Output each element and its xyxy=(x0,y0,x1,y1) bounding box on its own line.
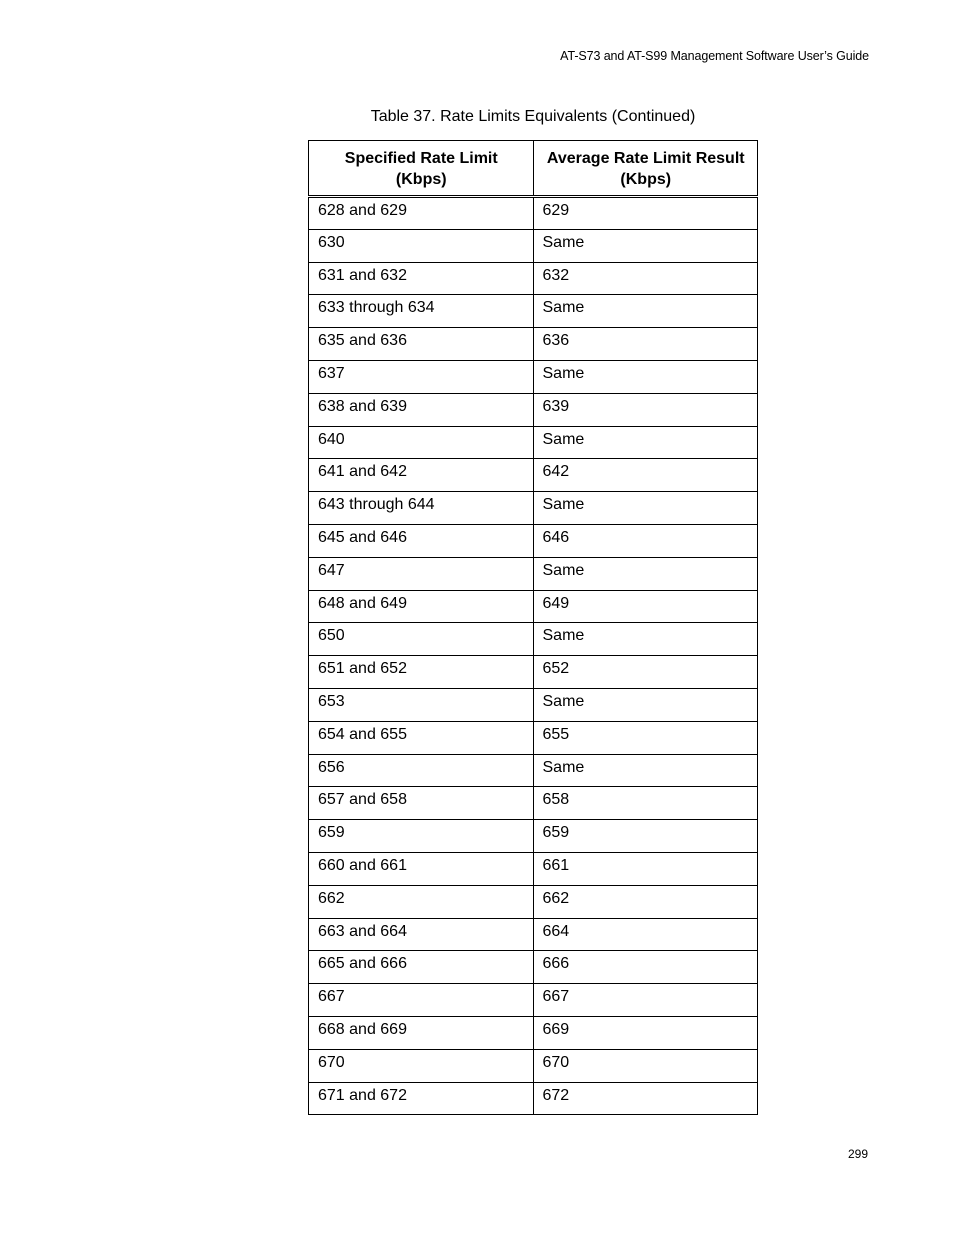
specified-rate-limit-cell: 659 xyxy=(309,820,534,853)
average-rate-limit-result-cell: 636 xyxy=(533,328,758,361)
specified-rate-limit-cell: 628 and 629 xyxy=(309,197,534,230)
running-header: AT-S73 and AT-S99 Management Software User’s Guide xyxy=(560,49,869,63)
average-rate-limit-result-cell: 629 xyxy=(533,197,758,230)
average-rate-limit-result-cell: 642 xyxy=(533,459,758,492)
average-rate-limit-result-cell: 658 xyxy=(533,787,758,820)
average-rate-limit-result-cell: 639 xyxy=(533,393,758,426)
column-header-average-rate-limit-result: Average Rate Limit Result (Kbps) xyxy=(533,141,758,197)
average-rate-limit-result-cell: Same xyxy=(533,754,758,787)
specified-rate-limit-cell: 635 and 636 xyxy=(309,328,534,361)
average-rate-limit-result-cell: 666 xyxy=(533,951,758,984)
average-rate-limit-result-cell: 661 xyxy=(533,852,758,885)
table-row xyxy=(309,984,758,1017)
table-row xyxy=(309,459,758,492)
specified-rate-limit-cell: 663 and 664 xyxy=(309,918,534,951)
table-row xyxy=(309,557,758,590)
table-row xyxy=(309,885,758,918)
specified-rate-limit-cell: 654 and 655 xyxy=(309,721,534,754)
specified-rate-limit-cell: 651 and 652 xyxy=(309,656,534,689)
table-row xyxy=(309,262,758,295)
table-row xyxy=(309,328,758,361)
specified-rate-limit-cell: 643 through 644 xyxy=(309,492,534,525)
average-rate-limit-result-cell: 659 xyxy=(533,820,758,853)
specified-rate-limit-cell: 657 and 658 xyxy=(309,787,534,820)
average-rate-limit-result-cell: Same xyxy=(533,557,758,590)
table-row xyxy=(309,492,758,525)
average-rate-limit-result-cell: 649 xyxy=(533,590,758,623)
specified-rate-limit-cell: 647 xyxy=(309,557,534,590)
page-number: 299 xyxy=(847,1147,868,1161)
specified-rate-limit-cell: 633 through 634 xyxy=(309,295,534,328)
table-row xyxy=(309,951,758,984)
average-rate-limit-result-cell: Same xyxy=(533,229,758,262)
specified-rate-limit-cell: 638 and 639 xyxy=(309,393,534,426)
table-row xyxy=(309,590,758,623)
specified-rate-limit-cell: 648 and 649 xyxy=(309,590,534,623)
table-row xyxy=(309,1049,758,1082)
table-row xyxy=(309,754,758,787)
table-caption: Table 37. Rate Limits Equivalents (Continued) xyxy=(370,108,696,125)
average-rate-limit-result-cell: 662 xyxy=(533,885,758,918)
table-row xyxy=(309,295,758,328)
average-rate-limit-result-cell: 669 xyxy=(533,1016,758,1049)
average-rate-limit-result-cell: Same xyxy=(533,360,758,393)
specified-rate-limit-cell: 662 xyxy=(309,885,534,918)
average-rate-limit-result-cell: 664 xyxy=(533,918,758,951)
specified-rate-limit-cell: 670 xyxy=(309,1049,534,1082)
average-rate-limit-result-cell: 655 xyxy=(533,721,758,754)
table-row xyxy=(309,918,758,951)
table-row xyxy=(309,197,758,230)
specified-rate-limit-cell: 656 xyxy=(309,754,534,787)
table-body xyxy=(309,197,758,1115)
specified-rate-limit-cell: 645 and 646 xyxy=(309,524,534,557)
table-row xyxy=(309,688,758,721)
average-rate-limit-result-cell: 667 xyxy=(533,984,758,1017)
table-row xyxy=(309,656,758,689)
specified-rate-limit-cell: 671 and 672 xyxy=(309,1082,534,1115)
table-row xyxy=(309,1016,758,1049)
rate-limits-table xyxy=(308,140,758,1115)
specified-rate-limit-cell: 641 and 642 xyxy=(309,459,534,492)
table-row xyxy=(309,1082,758,1115)
average-rate-limit-result-cell: 670 xyxy=(533,1049,758,1082)
average-rate-limit-result-cell: Same xyxy=(533,295,758,328)
table-row xyxy=(309,229,758,262)
specified-rate-limit-cell: 653 xyxy=(309,688,534,721)
average-rate-limit-result-cell: Same xyxy=(533,426,758,459)
table-row xyxy=(309,360,758,393)
table-row xyxy=(309,524,758,557)
table-row xyxy=(309,721,758,754)
table-row xyxy=(309,393,758,426)
specified-rate-limit-cell: 668 and 669 xyxy=(309,1016,534,1049)
table-row xyxy=(309,852,758,885)
average-rate-limit-result-cell: Same xyxy=(533,688,758,721)
specified-rate-limit-cell: 640 xyxy=(309,426,534,459)
specified-rate-limit-cell: 630 xyxy=(309,229,534,262)
average-rate-limit-result-cell: 652 xyxy=(533,656,758,689)
table-row xyxy=(309,787,758,820)
average-rate-limit-result-cell: Same xyxy=(533,492,758,525)
average-rate-limit-result-cell: Same xyxy=(533,623,758,656)
specified-rate-limit-cell: 631 and 632 xyxy=(309,262,534,295)
table-row xyxy=(309,426,758,459)
table-row xyxy=(309,820,758,853)
specified-rate-limit-cell: 667 xyxy=(309,984,534,1017)
specified-rate-limit-cell: 660 and 661 xyxy=(309,852,534,885)
average-rate-limit-result-cell: 632 xyxy=(533,262,758,295)
specified-rate-limit-cell: 650 xyxy=(309,623,534,656)
column-header-specified-rate-limit: Specified Rate Limit (Kbps) xyxy=(309,141,534,197)
specified-rate-limit-cell: 665 and 666 xyxy=(309,951,534,984)
average-rate-limit-result-cell: 646 xyxy=(533,524,758,557)
specified-rate-limit-cell: 637 xyxy=(309,360,534,393)
table-row xyxy=(309,623,758,656)
average-rate-limit-result-cell: 672 xyxy=(533,1082,758,1115)
table-header-row xyxy=(309,141,758,197)
